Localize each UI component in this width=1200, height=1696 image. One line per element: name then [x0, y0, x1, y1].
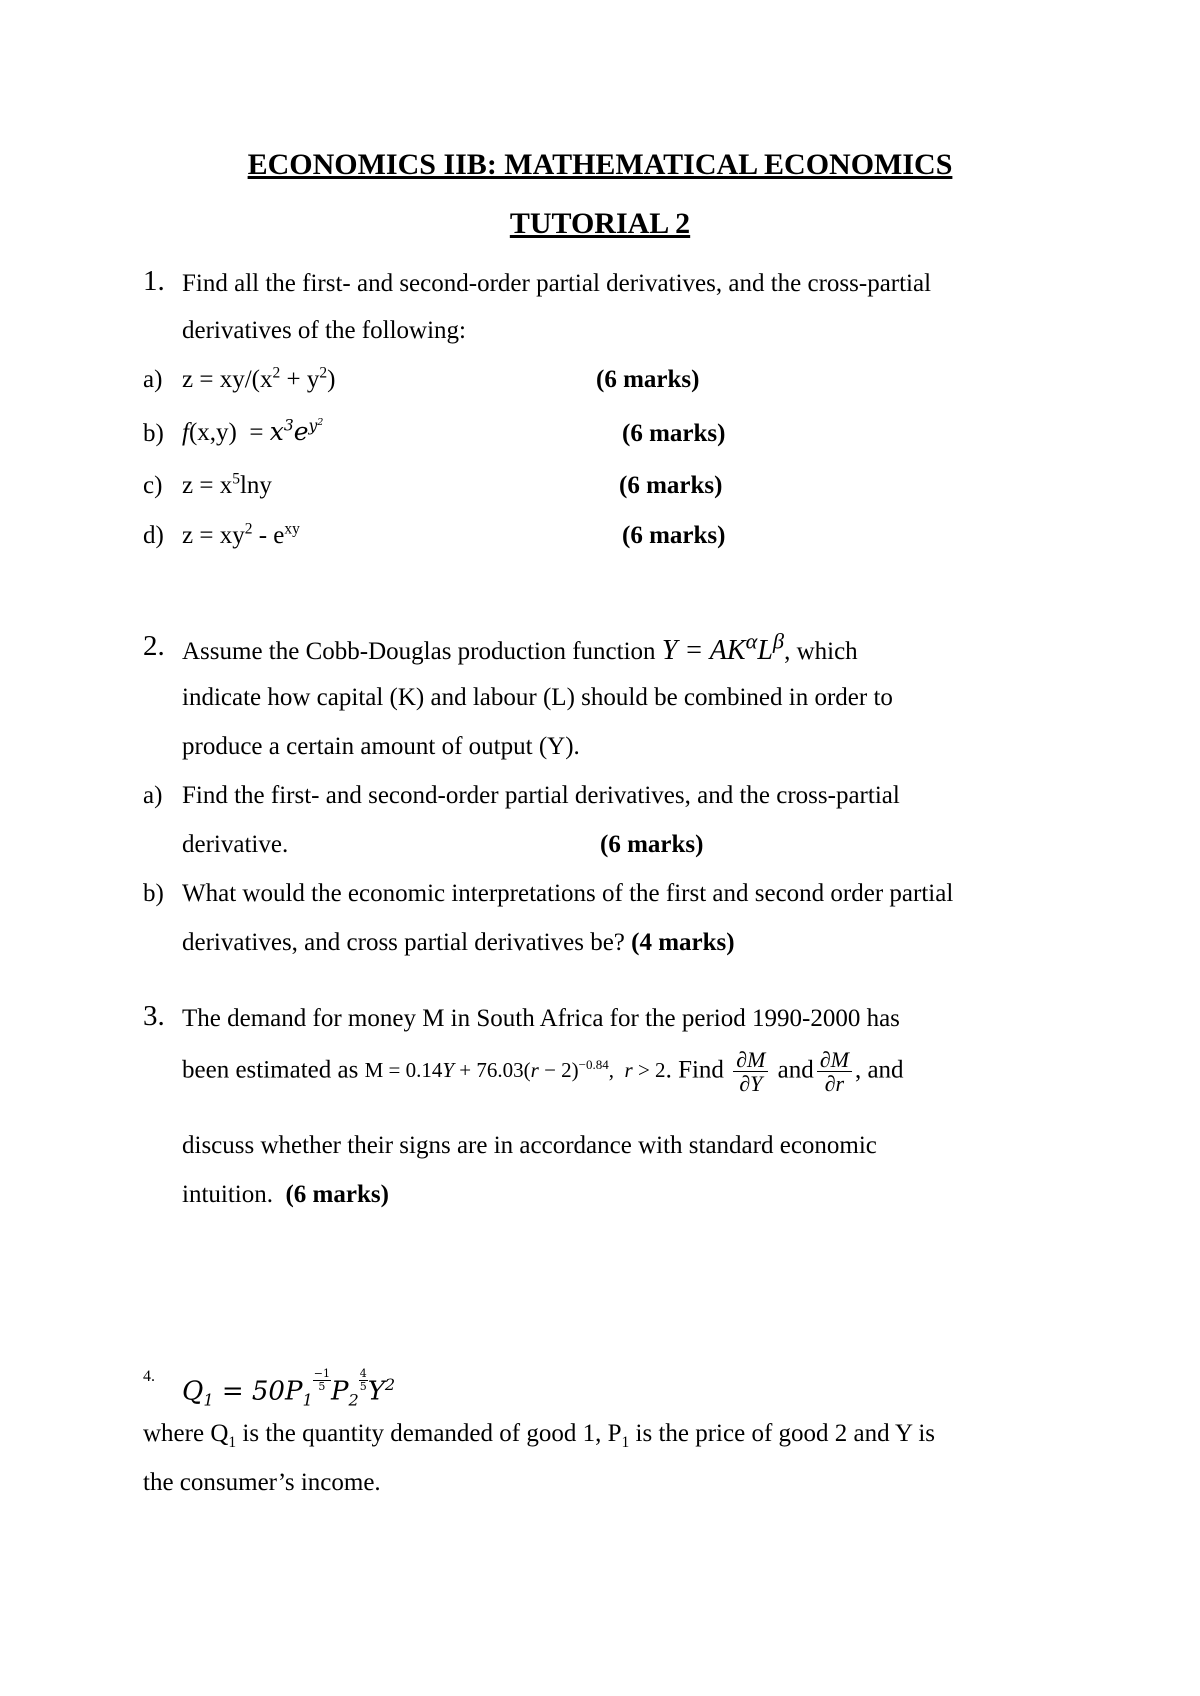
- question-2a-label: a): [143, 782, 163, 809]
- question-2b-label: b): [143, 880, 164, 907]
- dM-dr-fraction: $\frac{\partial M}{\partial r}$: [817, 1048, 852, 1095]
- question-1a-equation: $z = xy/(x^2 + y^2)$: [182, 364, 336, 393]
- question-1c-label: c): [143, 472, 163, 499]
- question-4-sub1: 1: [228, 1434, 237, 1451]
- page-title: ECONOMICS IIB: MATHEMATICAL ECONOMICS: [247, 148, 953, 181]
- question-1-line1: Find all the first- and second-order partial derivatives, and the cross-partial: [182, 270, 932, 297]
- question-3-line1: The demand for money M in South Africa for the period 1990-2000 has: [182, 1005, 900, 1032]
- question-1b-label: b): [143, 420, 164, 447]
- question-2-intro: [182, 628, 858, 667]
- question-1d-label: d): [143, 522, 164, 549]
- question-3-number: 3.: [143, 1000, 165, 1032]
- question-2b-line2-text: derivatives, and cross partial derivatives be?: [182, 929, 625, 956]
- question-1a-label: a): [143, 366, 163, 393]
- question-2a-line2: derivative.: [182, 831, 289, 858]
- question-2-intro-text: Assume the Cobb-Douglas production function: [182, 638, 656, 665]
- question-4-where-q: where Q: [143, 1420, 229, 1447]
- question-1d-marks: (6 marks): [622, 522, 726, 549]
- dM-dY-fraction: $\frac{\partial M}{\partial Y}$: [733, 1048, 768, 1095]
- question-1-line2: derivatives of the following:: [182, 317, 466, 344]
- question-2b-marks: (4 marks): [631, 929, 735, 956]
- question-3-line4: [182, 1181, 389, 1209]
- question-4-sub2: 1: [621, 1434, 630, 1451]
- money-demand-equation: $M = 0.14Y + 76.03(r - 2)^{-0.84}$, r > 2: [364, 1057, 666, 1083]
- question-1-number: 1.: [143, 265, 165, 297]
- question-1c-equation: $z = x^5\ln y$: [182, 470, 272, 499]
- question-3-and: and: [777, 1056, 814, 1084]
- question-2b-line1: What would the economic interpretations of the first and second order partial: [182, 880, 954, 907]
- question-3-line2: [182, 1048, 904, 1095]
- question-2-line2: indicate how capital (K) and labour (L) should be combined in order to: [182, 684, 893, 711]
- question-3-line2-start: been estimated as: [182, 1056, 359, 1084]
- question-2-intro-tail: , which: [784, 638, 858, 665]
- question-4-line2: the consumer’s income.: [143, 1469, 381, 1496]
- question-2a-line1: Find the first- and second-order partial derivatives, and the cross-partial: [182, 782, 900, 809]
- question-2a-marks: (6 marks): [600, 831, 704, 858]
- question-4-end: is the price of good 2 and Y is: [629, 1420, 935, 1447]
- question-4-line1: [143, 1420, 935, 1451]
- question-1d-equation: $z = xy^2 - e^{xy}$: [182, 520, 300, 549]
- question-3-and-end: , and: [854, 1056, 904, 1084]
- page-subtitle: TUTORIAL 2: [509, 207, 691, 240]
- question-3-marks: (6 marks): [285, 1181, 389, 1208]
- question-2b-line2: [182, 929, 735, 957]
- question-4-mid: is the quantity demanded of good 1, P: [236, 1420, 622, 1447]
- question-1a-marks: (6 marks): [596, 366, 700, 393]
- question-3-find: . Find: [665, 1056, 724, 1084]
- question-1c-marks: (6 marks): [619, 472, 723, 499]
- question-3-line3: discuss whether their signs are in accordance with standard economic: [182, 1132, 877, 1159]
- demand-function-equation: $Q_1 = 50P_1$ $\frac{-1}{5}$ $P_2$ $\frac{4}{5}$ $Y^2$: [182, 1367, 396, 1410]
- question-4-number: 4.: [143, 1368, 155, 1385]
- question-2-line3: produce a certain amount of output (Y).: [182, 733, 580, 760]
- question-2-number: 2.: [143, 630, 165, 662]
- question-3-line4-text: intuition.: [182, 1181, 273, 1208]
- question-1b-equation: $f(x,y) = x^3e^{y^2}$: [182, 416, 324, 446]
- question-1b-marks: (6 marks): [622, 420, 726, 447]
- cobb-douglas-equation: $Y = AK^\alpha L^\beta$: [661, 628, 785, 666]
